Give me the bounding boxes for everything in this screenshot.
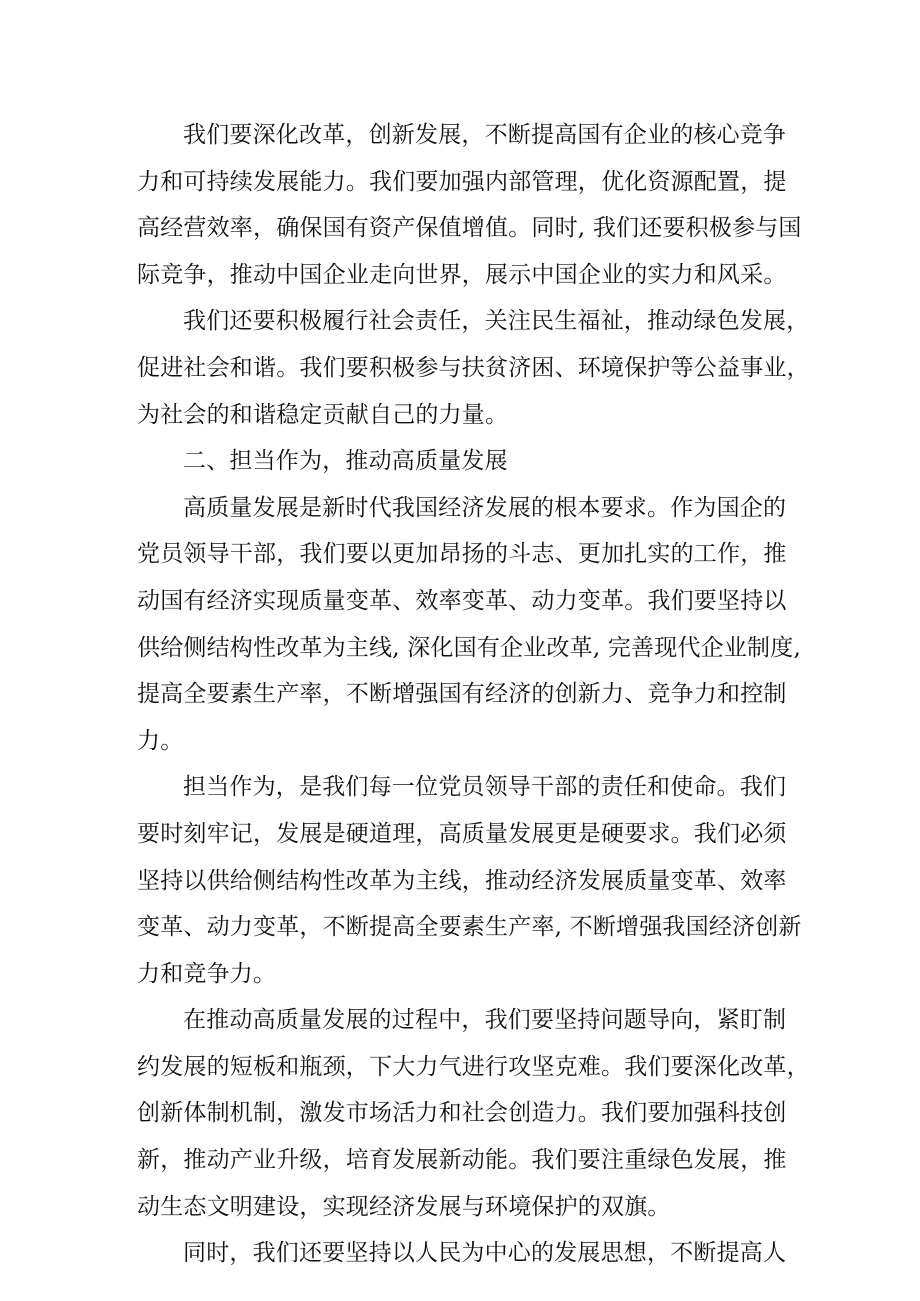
- document-body: [137, 112, 810, 1277]
- paragraph-line: 动国有经济实现质量变革、效率变革、动力变革。我们要坚持以: [137, 587, 787, 614]
- paragraph-line: 供给侧结构性改革为主线, 深化国有企业改革, 完善现代企业制度,: [137, 634, 801, 661]
- paragraph-line: 际竞争，推动中国企业走向世界，展示中国企业的实力和风采。: [137, 261, 787, 288]
- paragraph-line: 提高全要素生产率，不断增强国有经济的创新力、竞争力和控制: [137, 681, 787, 708]
- paragraph-line: 力和可持续发展能力。我们要加强内部管理，优化资源配置，提: [137, 168, 787, 195]
- paragraph-line: 党员领导干部，我们要以更加昂扬的斗志、更加扎实的工作，推: [137, 541, 787, 568]
- paragraph-line: 创新体制机制，激发市场活力和社会创造力。我们要加强科技创: [137, 1100, 787, 1127]
- paragraph-line: 为社会的和谐稳定贡献自己的力量。: [137, 401, 509, 428]
- paragraph-line: 要时刻牢记，发展是硬道理，高质量发展更是硬要求。我们必须: [137, 820, 787, 847]
- paragraph-line: 我们要深化改革，创新发展，不断提高国有企业的核心竞争: [183, 122, 787, 148]
- paragraph-line: 我们还要积极履行社会责任，关注民生福祉，推动绿色发展，: [183, 308, 810, 335]
- paragraph-line: 新，推动产业升级，培育发展新动能。我们要注重绿色发展，推: [137, 1147, 787, 1174]
- paragraph-line: 高质量发展是新时代我国经济发展的根本要求。作为国企的: [183, 494, 787, 521]
- section-heading: 二、担当作为，推动高质量发展: [183, 448, 508, 475]
- paragraph-line: 力。: [137, 727, 184, 754]
- paragraph-line: 高经营效率，确保国有资产保值增值。同时, 我们还要积极参与国: [137, 215, 802, 242]
- paragraph-line: 促进社会和谐。我们要积极参与扶贫济困、环境保护等公益事业，: [137, 354, 810, 381]
- paragraph-line: 担当作为，是我们每一位党员领导干部的责任和使命。我们: [183, 774, 787, 801]
- paragraph-line: 力和竞争力。: [137, 960, 277, 987]
- paragraph-line: 约发展的短板和瓶颈，下大力气进行攻坚克难。我们要深化改革，: [137, 1053, 810, 1080]
- paragraph-line: 动生态文明建设，实现经济发展与环境保护的双旗。: [137, 1193, 671, 1220]
- paragraph-line: 在推动高质量发展的过程中，我们要坚持问题导向，紧盯制: [183, 1007, 787, 1034]
- paragraph-line: 变革、动力变革，不断提高全要素生产率, 不断增强我国经济创新: [137, 914, 802, 941]
- paragraph-line: 同时，我们还要坚持以人民为中心的发展思想，不断提高人: [183, 1240, 787, 1267]
- paragraph-line: 坚持以供给侧结构性改革为主线，推动经济发展质量变革、效率: [137, 867, 787, 894]
